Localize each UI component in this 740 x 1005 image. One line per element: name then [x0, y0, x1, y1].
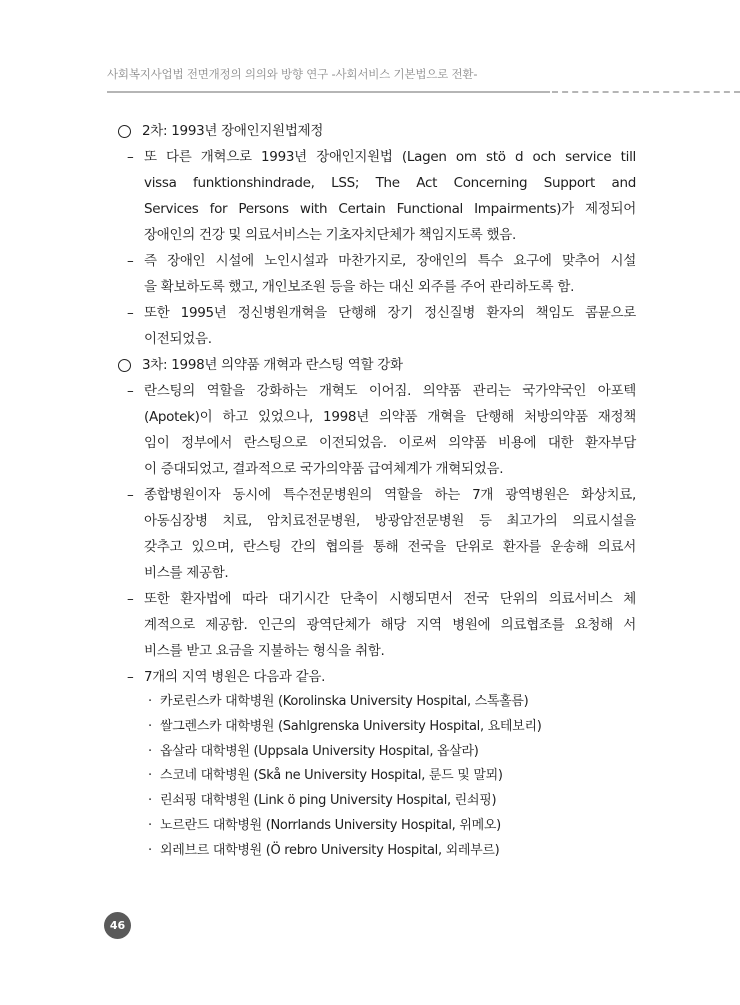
hospital-item: · 스코네 대학병원 (Skå ne University Hospital, 룬드 및 말뫼)	[116, 764, 636, 789]
hollow-circle-bullet-icon	[118, 359, 131, 372]
running-header: 사회복지사업법 전면개정의 의의와 방향 연구 -사회서비스 기본법으로 전환-	[107, 67, 478, 81]
list-item-continuation: (Apotek)이 하고 있었으나, 1998년 의약품 개혁을 단행해 처방의약품 재정책	[144, 409, 636, 425]
dot-bullet: ·	[148, 768, 152, 784]
dash-bullet: –	[127, 149, 134, 165]
dot-bullet: ·	[148, 817, 152, 833]
list-item-continuation: 이 증대되었고, 결과적으로 국가의약품 급여체계가 개혁되었음.	[144, 461, 504, 477]
dash-bullet: –	[127, 253, 134, 269]
hospital-item: · 노르란드 대학병원 (Norrlands University Hospital, 위메오)	[116, 814, 636, 839]
list-item-continuation: 아동심장병 치료, 암치료전문병원, 방광암전문병원 등 최고가의 의료시설을	[144, 513, 636, 529]
list-item-continuation: 이전되었음.	[144, 331, 212, 347]
list-item: – 란스팅의 역할을 강화하는 개혁도 이어짐. 의약품 관리는 국가약국인 아포텍	[116, 378, 636, 404]
list-item: – 또한 환자법에 따라 대기시간 단축이 시행되면서 전국 단위의 의료서비스 체	[116, 586, 636, 612]
list-item-continuation: 장애인의 건강 및 의료서비스는 기초자치단체가 책임지도록 했음.	[144, 227, 516, 243]
dash-bullet: –	[127, 305, 134, 321]
dash-bullet: –	[127, 383, 134, 399]
list-item: – 즉 장애인 시설에 노인시설과 마찬가지로, 장애인의 특수 요구에 맞추어 시설	[116, 248, 636, 274]
list-item-continuation: 비스를 제공함.	[144, 565, 229, 581]
list-item-continuation: 비스를 받고 요금을 지불하는 형식을 취함.	[144, 643, 385, 659]
list-item-continuation: 계적으로 제공함. 인근의 광역단체가 해당 지역 병원에 의료협조를 요청해 서	[144, 617, 636, 633]
header-rule-solid	[107, 91, 550, 93]
hollow-circle-bullet-icon	[118, 125, 131, 138]
hospital-item: · 외레브르 대학병원 (Ö rebro University Hospital, 외레부르)	[116, 839, 636, 864]
list-item-continuation: 을 확보하도록 했고, 개인보조원 등을 하는 대신 외주를 주어 관리하도록 함.	[144, 279, 575, 295]
section-heading: 2차: 1993년 장애인지원법제정	[116, 118, 636, 144]
dot-bullet: ·	[148, 694, 152, 709]
list-item-continuation: 갖추고 있으며, 란스팅 간의 협의를 통해 전국을 단위로 환자를 운송해 의료서	[144, 539, 636, 555]
section-heading: 3차: 1998년 의약품 개혁과 란스팅 역할 강화	[116, 352, 636, 378]
hospital-item: · 옵살라 대학병원 (Uppsala University Hospital, 옵살라)	[116, 740, 636, 765]
hospital-item: · 린쇠핑 대학병원 (Link ö ping University Hospital, 린쇠핑)	[116, 789, 636, 814]
list-item: – 또 다른 개혁으로 1993년 장애인지원법 (Lagen om stö d och service till	[116, 144, 636, 170]
dash-bullet: –	[127, 591, 134, 607]
dash-bullet: –	[127, 487, 134, 503]
list-item-continuation: Services for Persons with Certain Functional Impairments)가 제정되어	[144, 201, 636, 217]
list-item: – 7개의 지역 병원은 다음과 같음.	[116, 664, 636, 690]
dash-bullet: –	[127, 669, 134, 685]
dot-bullet: ·	[148, 718, 152, 734]
list-item-continuation: 임이 정부에서 란스팅으로 이전되었음. 이로써 의약품 비용에 대한 환자부담	[144, 435, 636, 451]
hospital-item: · 카로린스카 대학병원 (Korolinska University Hospital, 스톡홀름)	[116, 690, 636, 715]
dot-bullet: ·	[148, 793, 152, 809]
list-item: – 또한 1995년 정신병원개혁을 단행해 장기 정신질병 환자의 책임도 콤뮨으로	[116, 300, 636, 326]
dot-bullet: ·	[148, 842, 152, 858]
list-item: – 종합병원이자 동시에 특수전문병원의 역할을 하는 7개 광역병원은 화상치료,	[116, 482, 636, 508]
header-rule-dashed	[552, 91, 740, 93]
dot-bullet: ·	[148, 743, 152, 759]
page-number-badge: 46	[104, 912, 131, 939]
main-content	[116, 118, 636, 864]
list-item-continuation: vissa funktionshindrade, LSS; The Act Concerning Support and	[144, 175, 636, 191]
hospital-item: · 쌀그렌스카 대학병원 (Sahlgrenska University Hospital, 요테보리)	[116, 715, 636, 740]
